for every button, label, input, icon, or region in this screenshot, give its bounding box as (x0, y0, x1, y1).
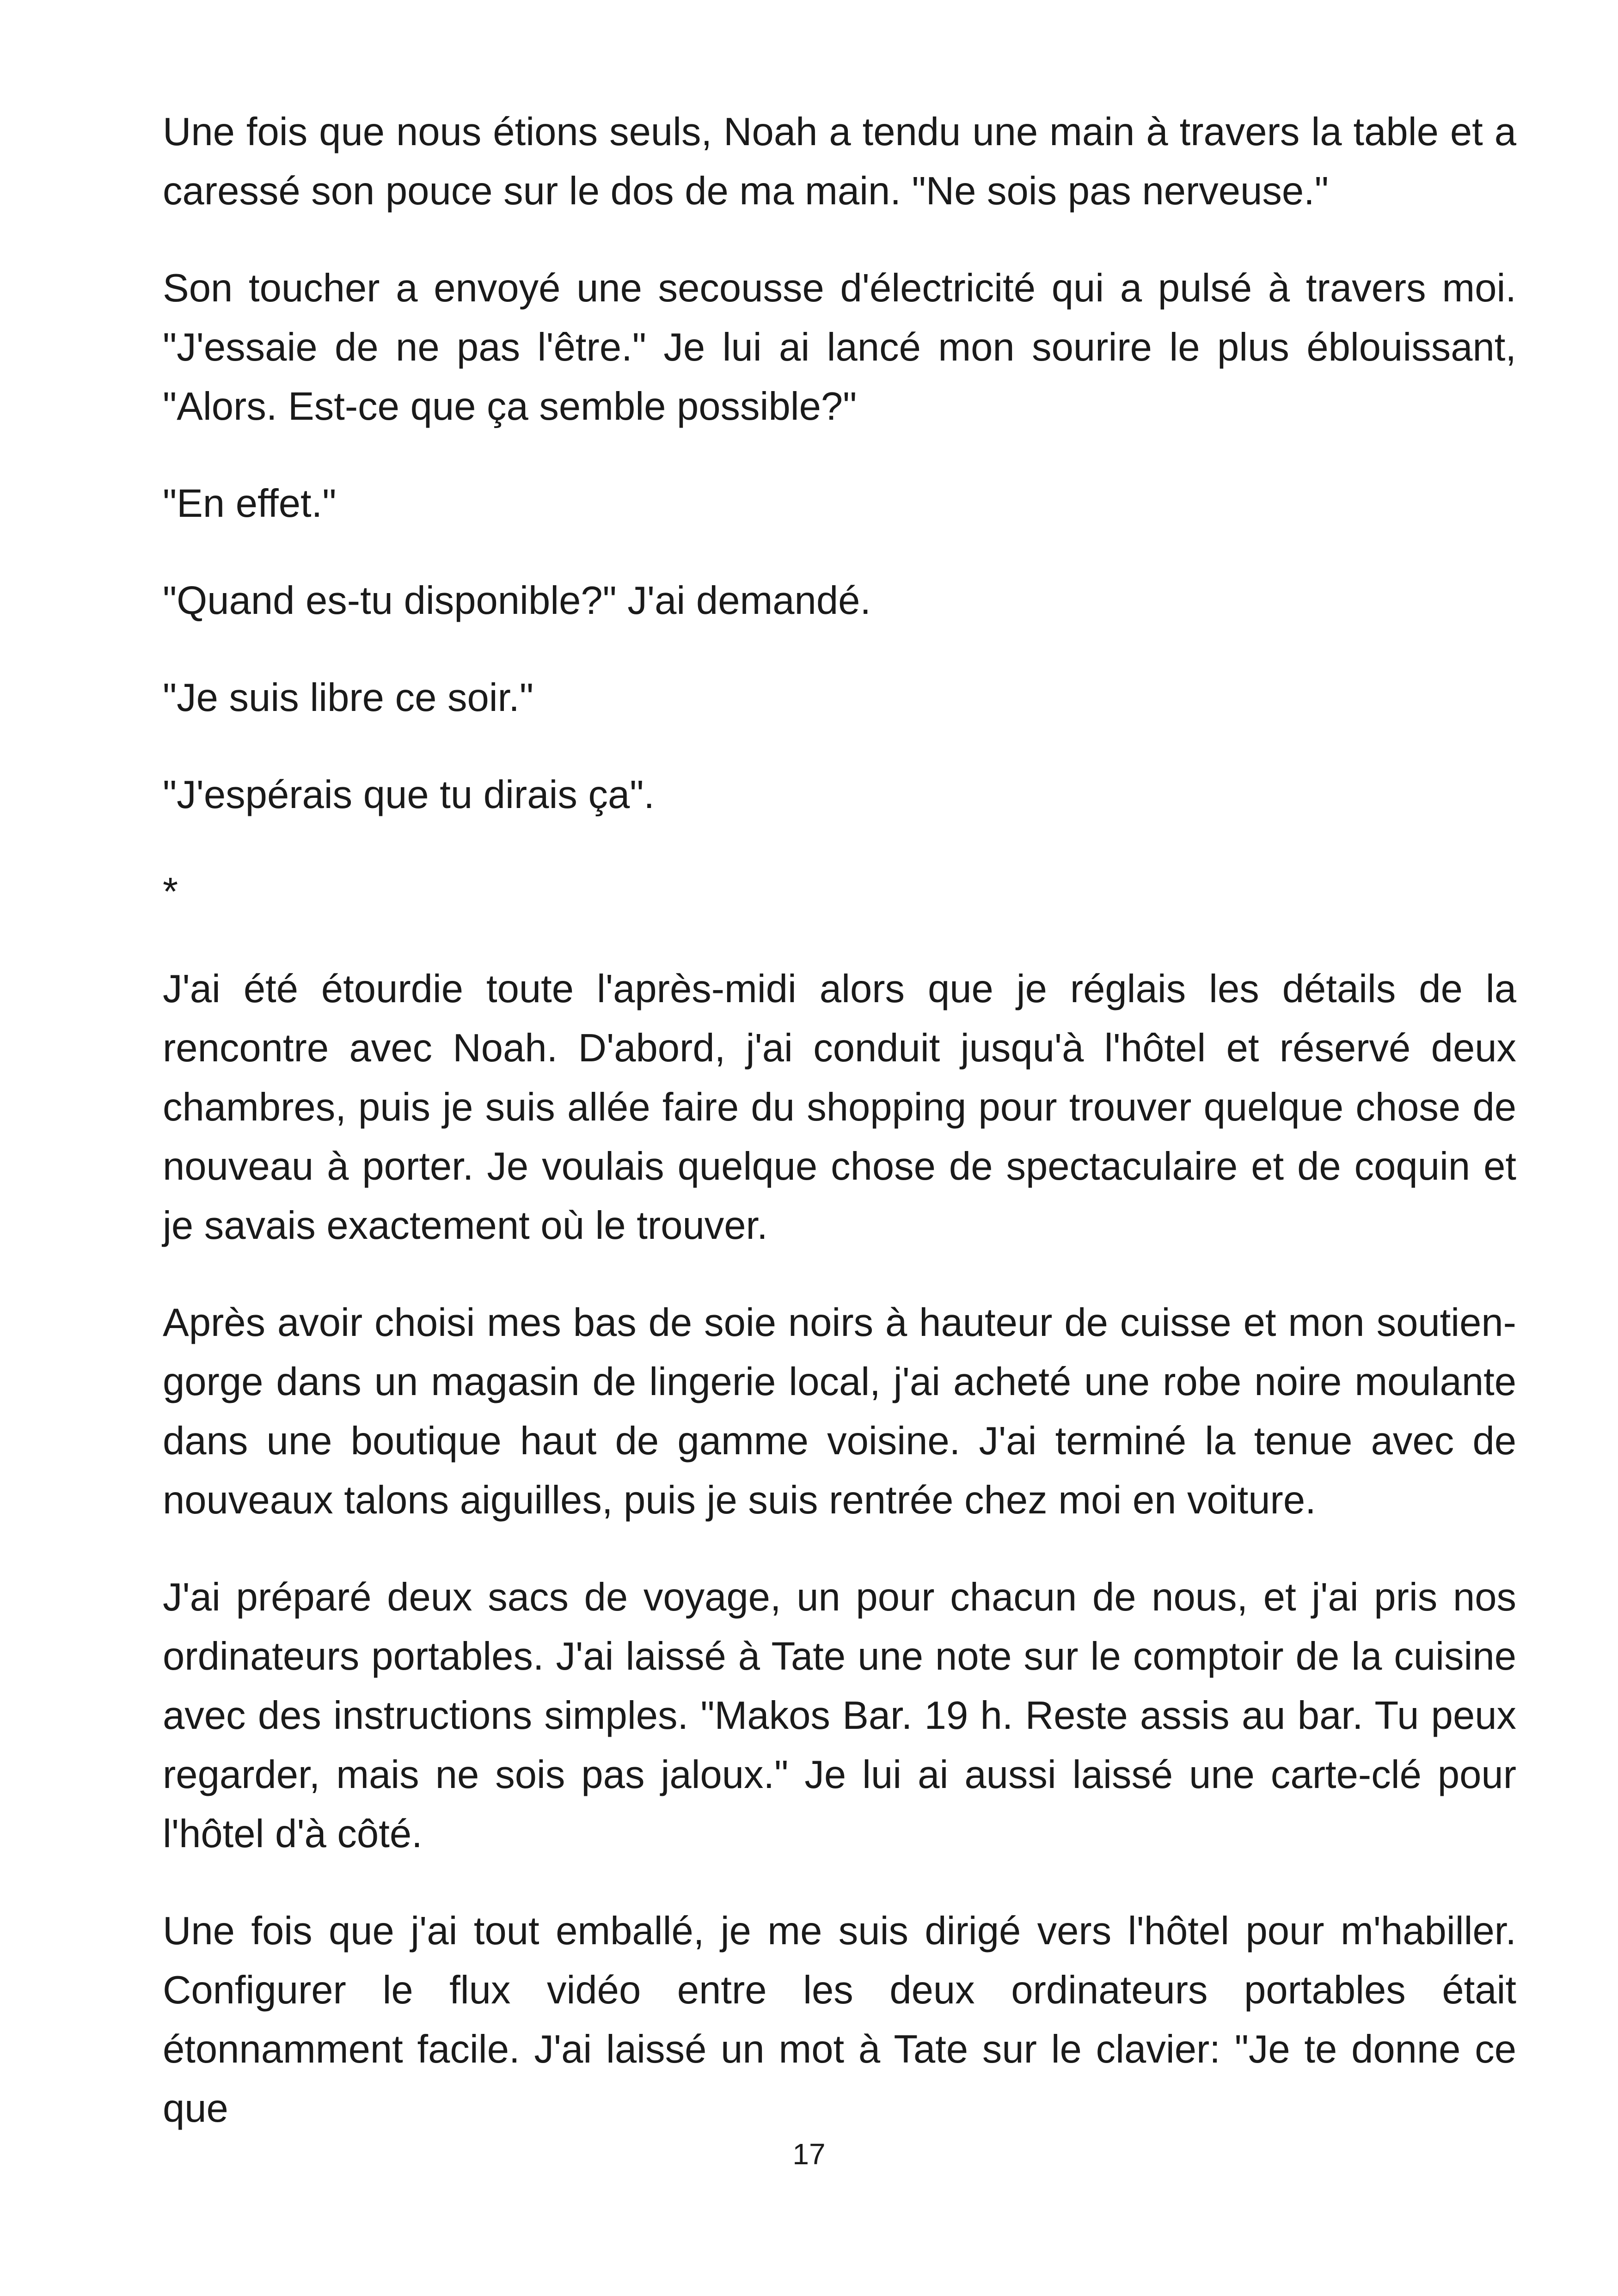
paragraph: Une fois que nous étions seuls, Noah a tendu une main à travers la table et a caressé son pouce sur le dos de ma main. "Ne sois pas nerveuse." (163, 110, 1516, 213)
paragraph: Une fois que j'ai tout emballé, je me suis dirigé vers l'hôtel pour m'habiller. Configurer le flux vidéo entre les deux ordinateurs portables était étonnamment facile. J'ai laissé un mot à Tate sur le clavier: "Je te donne ce que (163, 1909, 1516, 2131)
paragraph: Son toucher a envoyé une secousse d'électricité qui a pulsé à travers moi. "J'essaie de ne pas l'être." Je lui ai lancé mon sourire le plus éblouissant, "Alors. Est-ce que ça semble possible?" (163, 266, 1516, 429)
paragraph: "En effet." (163, 482, 337, 526)
paragraph: J'ai préparé deux sacs de voyage, un pour chacun de nous, et j'ai pris nos ordinateurs portables. J'ai laissé à Tate une note sur le comptoir de la cuisine avec des instructions simples. "Makos Bar. 19 h. Reste assis au bar. Tu peux regarder, mais ne sois pas jaloux." Je lui ai aussi laissé une carte-clé pour l'hôtel d'à côté. (163, 1575, 1516, 1856)
paragraph: "Quand es-tu disponible?" J'ai demandé. (163, 579, 871, 623)
paragraph: Après avoir choisi mes bas de soie noirs à hauteur de cuisse et mon soutien-gorge dans un magasin de lingerie local, j'ai acheté une robe noire moulante dans une boutique haut de gamme voisine. J'ai terminé la tenue avec de nouveaux talons aiguilles, puis je suis rentrée chez moi en voiture. (163, 1301, 1516, 1522)
scene-break: * (163, 870, 178, 914)
page-number: 17 (792, 2137, 826, 2171)
paragraph: "J'espérais que tu dirais ça". (163, 773, 655, 817)
paragraph: "Je suis libre ce soir." (163, 676, 534, 720)
body-text (163, 103, 1516, 2176)
paragraph: J'ai été étourdie toute l'après-midi alors que je réglais les détails de la rencontre avec Noah. D'abord, j'ai conduit jusqu'à l'hôtel et réservé deux chambres, puis je suis allée faire du shopping pour trouver quelque chose de nouveau à porter. Je voulais quelque chose de spectaculaire et de coquin et je savais exactement où le trouver. (163, 967, 1516, 1248)
